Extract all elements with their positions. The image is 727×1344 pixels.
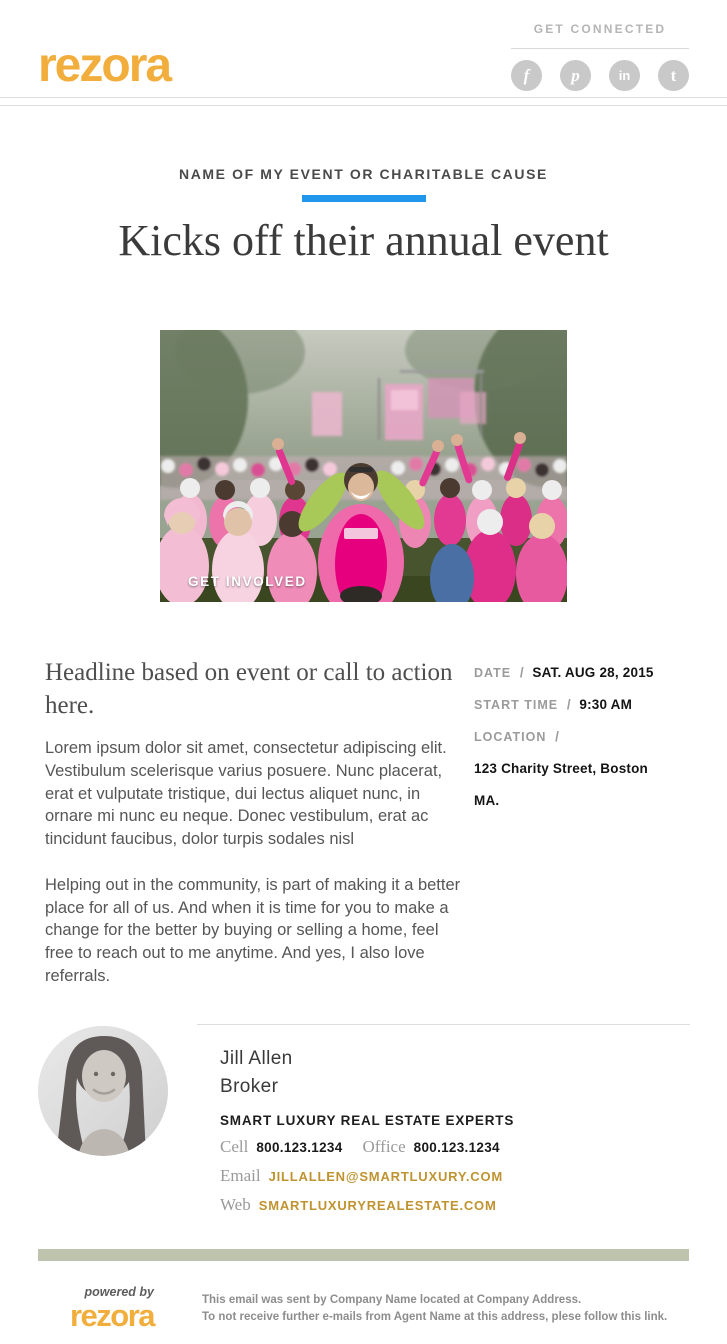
agent-email-row xyxy=(220,1166,514,1186)
blue-accent-bar xyxy=(302,195,426,202)
event-photo[interactable] xyxy=(160,330,567,602)
web-label: Web xyxy=(220,1194,251,1214)
footer-line2-text: To not receive further e-mails from Agent Name at this address, plese xyxy=(202,1310,585,1323)
event-photo-illustration xyxy=(160,330,567,602)
office-number: 800.123.1234 xyxy=(413,1139,500,1155)
footer-line1: This email was sent by Company Name located at Company Address. xyxy=(202,1293,582,1306)
date-label: DATE xyxy=(474,666,512,680)
start-time-separator: / xyxy=(566,697,571,712)
photo-overlay-label: GET INVOLVED xyxy=(188,574,307,589)
footer-sage-bar xyxy=(38,1249,689,1261)
agent-name: Jill Allen xyxy=(220,1047,293,1069)
tumblr-icon[interactable]: t xyxy=(658,60,689,91)
agent-website-link[interactable]: SMARTLUXURYREALESTATE.COM xyxy=(258,1197,497,1213)
date-separator: / xyxy=(519,665,524,680)
detail-location xyxy=(474,729,682,744)
facebook-icon[interactable]: f xyxy=(511,60,542,91)
footer-legal-text xyxy=(202,1285,667,1327)
agent-avatar xyxy=(38,1026,168,1156)
get-connected-label: GET CONNECTED xyxy=(533,22,667,36)
detail-start-time xyxy=(474,697,682,712)
footer-line2 xyxy=(202,1309,667,1326)
agent-divider xyxy=(197,1024,690,1025)
location-address-line1: 123 Charity Street, Boston xyxy=(474,761,648,776)
rezora-logo[interactable]: rezora xyxy=(38,39,171,92)
header xyxy=(0,0,727,92)
agent-company: SMART LUXURY REAL ESTATE EXPERTS xyxy=(220,1112,515,1128)
agent-info xyxy=(220,1026,514,1215)
get-connected-block xyxy=(511,18,689,91)
location-address-line2: MA. xyxy=(474,793,500,808)
unsubscribe-link[interactable]: follow this link. xyxy=(584,1310,668,1323)
article-column xyxy=(45,656,465,988)
cell-number: 800.123.1234 xyxy=(256,1139,343,1155)
agent-title: Broker xyxy=(220,1075,279,1097)
article-headline: Headline based on event or call to action here. xyxy=(45,659,453,719)
pinterest-icon[interactable]: p xyxy=(560,60,591,91)
footer xyxy=(0,1249,727,1331)
social-icons xyxy=(511,60,689,91)
event-title: Kicks off their annual event xyxy=(118,216,609,265)
event-details-column xyxy=(474,656,682,988)
footer-rezora-logo[interactable]: rezora xyxy=(69,1297,154,1333)
powered-by-block xyxy=(70,1285,154,1331)
detail-date xyxy=(474,665,682,680)
office-label: Office xyxy=(362,1136,406,1156)
cell-label: Cell xyxy=(220,1136,249,1156)
main-content xyxy=(0,656,727,988)
email-label: Email xyxy=(220,1165,261,1185)
agent-web-row xyxy=(220,1195,514,1215)
event-name-eyebrow: NAME OF MY EVENT OR CHARITABLE CAUSE xyxy=(179,166,548,182)
date-value: SAT. AUG 28, 2015 xyxy=(532,665,654,680)
header-divider xyxy=(0,97,727,106)
location-separator: / xyxy=(555,729,559,744)
get-connected-divider xyxy=(511,48,689,49)
event-heading xyxy=(0,166,727,266)
start-time-value: 9:30 AM xyxy=(579,697,633,712)
article-paragraph-2: Helping out in the community, is part of making it a better place for all of us. And when it is time for you to make a change for the better by buying or selling a home, feel free to reach out to me anytime. And yes, I also love referrals. xyxy=(45,875,461,985)
start-time-label: START TIME xyxy=(474,698,559,712)
agent-signature xyxy=(0,1024,727,1215)
agent-email-link[interactable]: JILLALLEN@SMARTLUXURY.COM xyxy=(268,1168,504,1184)
location-label: LOCATION xyxy=(474,730,547,744)
linkedin-icon[interactable]: in xyxy=(609,60,640,91)
powered-by-label: powered by xyxy=(84,1284,154,1299)
agent-phones xyxy=(220,1137,514,1157)
article-paragraph-1: Lorem ipsum dolor sit amet, consectetur adipiscing elit. Vestibulum scelerisque varius posuere. Nunc placerat, erat et vulputate tristique, dui lectus aliquet nunc, in ornare mi nunc eu neque. Donec vestibulum, erat ac tincidunt faucibus, dolor turpis sodales nisl xyxy=(45,739,447,849)
